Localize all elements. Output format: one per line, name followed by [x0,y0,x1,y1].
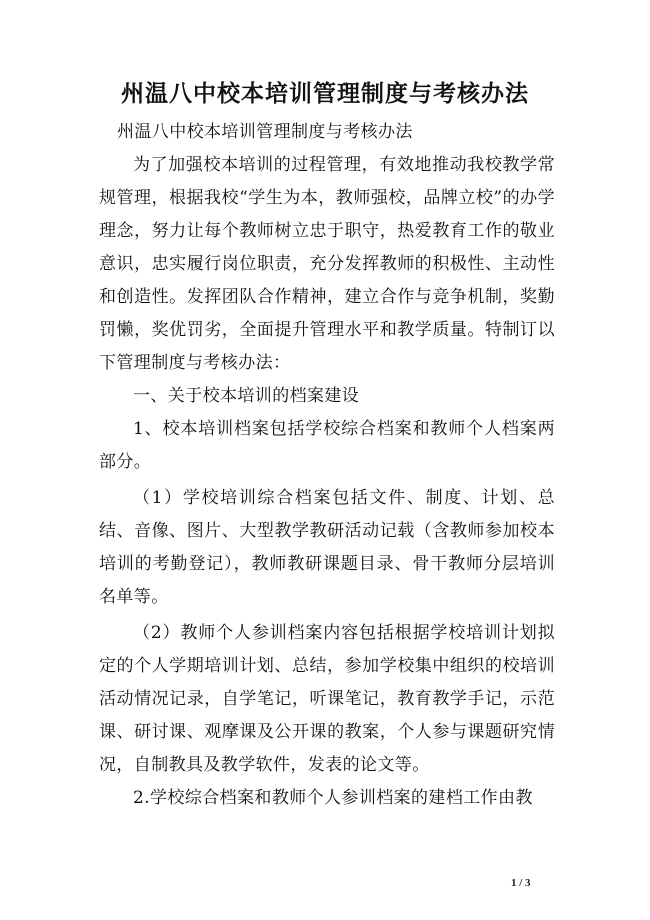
page-number: 1 / 3 [511,877,531,889]
document-subtitle: 州温八中校本培训管理制度与考核办法 [117,122,413,142]
document-title: 州温八中校本培训管理制度与考核办法 [121,80,529,107]
paragraph-intro: 为了加强校本培训的过程管理，有效地推动我校教学常规管理，根据我校“学生为本，教师强校，品牌立校”的办学理念，努力让每个教师树立忠于职守，热爱教育工作的敬业意识，忠实履行岗位职责，充分发挥教师的积极性、主动性和创造性。发挥团队合作精神，建立合作与竞争机制，奖勤罚懒，奖优罚劣，全面提升管理水平和教学质量。特制订以下管理制度与考核办法： [99,155,555,373]
paragraph-item-2: 2.学校综合档案和教师个人参训档案的建档工作由教 [133,788,533,808]
paragraph-subitem-1: （1）学校培训综合档案包括文件、制度、计划、总结、音像、图片、大型教学教研活动记载（含教师参加校本培训的考勤登记），教师教研课题目录、骨干教师分层培训名单等。 [99,488,555,607]
paragraph-subitem-2: （2）教师个人参训档案内容包括根据学校培训计划拟定的个人学期培训计划、总结，参加学校集中组织的校培训活动情况记录，自学笔记，听课笔记，教育教学手记，示范课、研讨课、观摩课及公开课的教案，个人参与课题研究情况，自制教具及教学软件，发表的论文等。 [99,623,555,775]
section-heading-archives: 一、关于校本培训的档案建设 [133,386,360,406]
paragraph-item-1: 1、校本培训档案包括学校综合档案和教师个人档案两部分。 [99,419,555,472]
document-body [99,116,555,815]
